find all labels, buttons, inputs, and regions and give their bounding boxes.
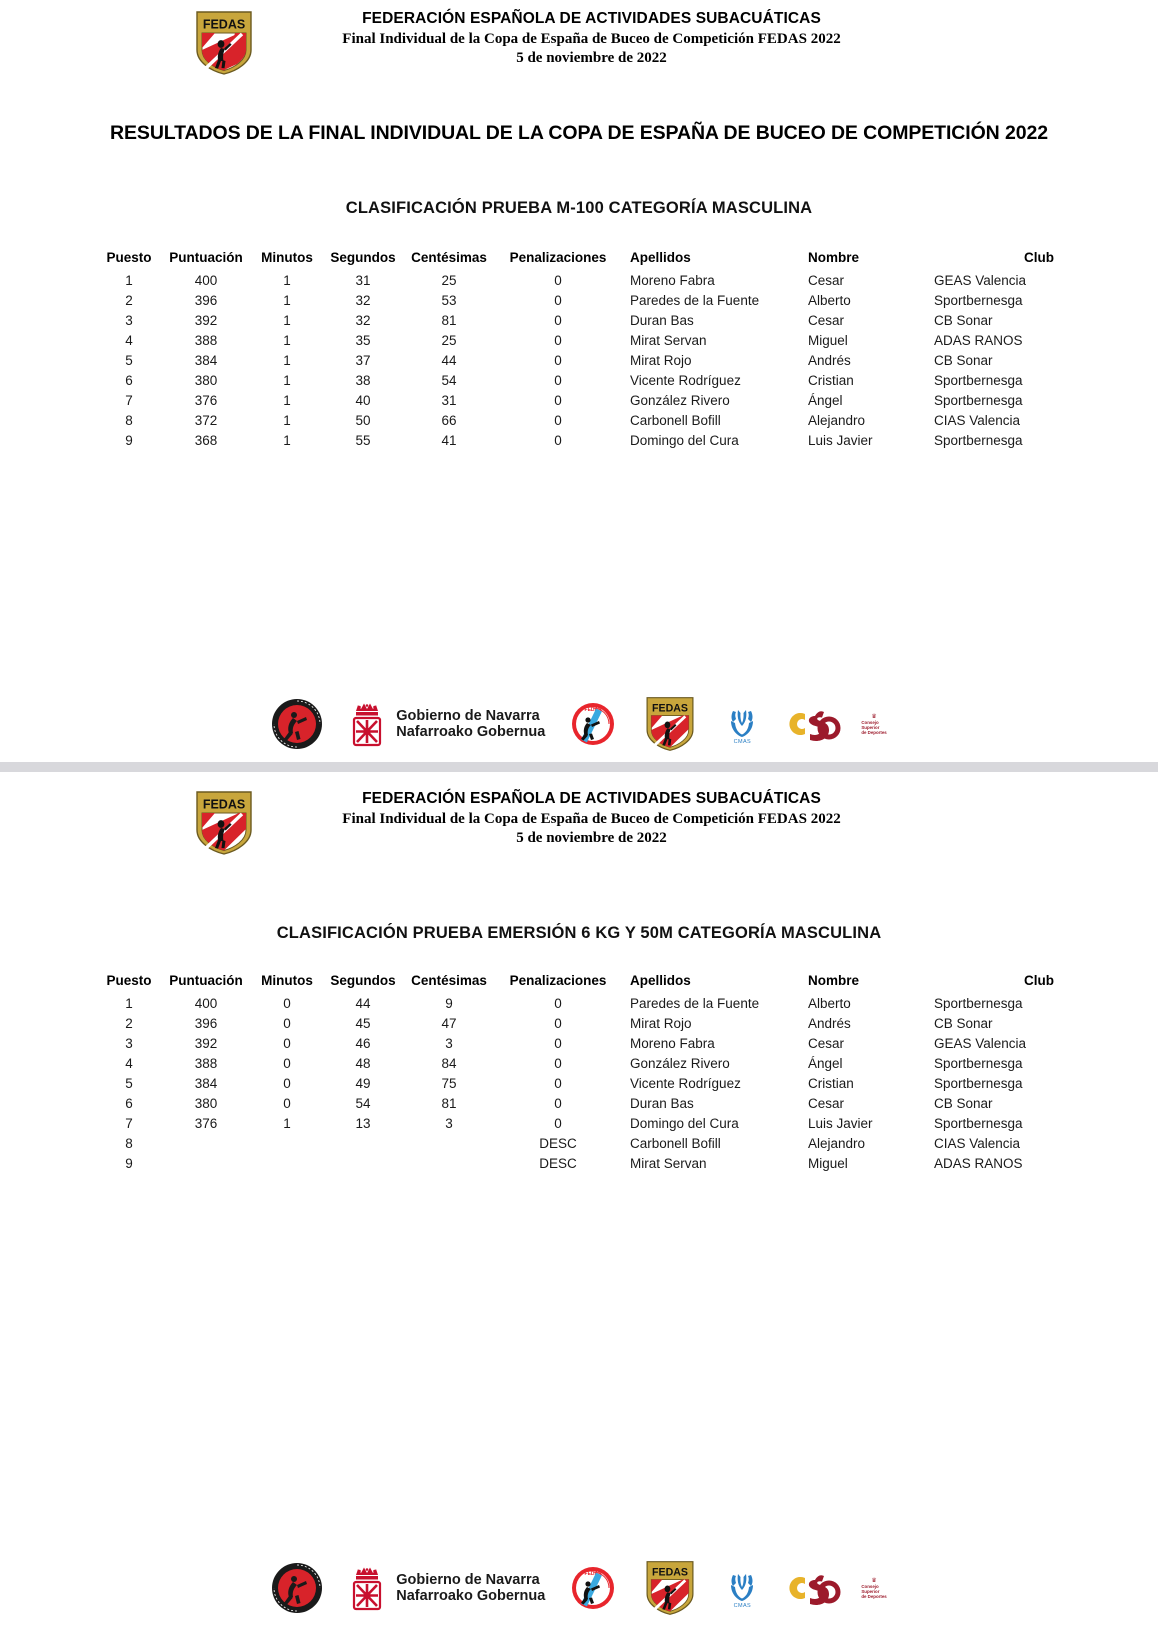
cell-centesimas: 81 [441,1096,457,1111]
cmas-emblem-icon [725,1568,759,1602]
table-row [98,271,1060,291]
cell-penalizaciones: 0 [554,413,562,428]
cell-apellidos: Moreno Fabra [630,273,715,288]
cell-segundos: 54 [355,1096,371,1111]
cell-club: CIAS Valencia [934,1136,1021,1151]
cell-nombre: Cesar [808,1096,845,1111]
cell-puntuacion: 380 [194,1096,218,1111]
navarra-crown-shield-icon [349,1565,389,1611]
svg-text:FEDAS: FEDAS [584,1571,602,1577]
table-row [98,1134,1060,1154]
cell-club: CB Sonar [934,353,993,368]
cell-centesimas: 25 [441,273,457,288]
table-body-emersion [98,994,1060,1174]
cell-apellidos: González Rivero [630,393,730,408]
col-header-puesto: Puesto [106,250,152,265]
cmas-label: CMAS [733,738,752,745]
logo-deporte-escolar [271,698,323,750]
cell-apellidos: Duran Bas [630,1096,694,1111]
csd-line-1: Consejo [861,1583,879,1589]
cell-penalizaciones: 0 [554,293,562,308]
cell-penalizaciones: 0 [554,333,562,348]
col-header-penalizaciones: Penalizaciones [509,250,607,265]
cell-segundos: 40 [355,393,371,408]
cell-centesimas: 25 [441,333,457,348]
cell-puesto: 7 [125,1116,133,1131]
cell-minutos: 0 [283,1096,291,1111]
cell-nombre: Andrés [808,353,851,368]
section-title-m100: CLASIFICACIÓN PRUEBA M-100 CATEGORÍA MASCULINA [345,199,813,217]
cell-segundos [322,1154,404,1174]
logo-gobierno-navarra [349,701,545,747]
cell-minutos: 1 [283,293,291,308]
page-separator [0,762,1158,772]
navarra-line-1: Gobierno de Navarra [396,1572,540,1588]
cell-puntuacion [160,1134,252,1154]
page-1 [0,0,1158,762]
cell-puesto: 6 [125,1096,133,1111]
cell-nombre: Luis Javier [808,1116,873,1131]
cmas-emblem-icon [725,704,759,738]
cell-nombre: Alberto [808,293,851,308]
cell-segundos [322,1134,404,1154]
col-header-minutos: Minutos [261,250,313,265]
cell-segundos: 44 [355,996,371,1011]
col-header-centesimas: Centésimas [411,973,487,988]
cell-puntuacion: 392 [194,313,218,328]
cell-nombre: Cesar [808,313,845,328]
cell-puntuacion: 376 [194,393,218,408]
logo-fedas-shield-footer [641,1560,699,1616]
cell-segundos: 37 [355,353,371,368]
cell-apellidos: Mirat Servan [630,333,707,348]
cell-minutos: 0 [283,1056,291,1071]
cell-segundos: 13 [355,1116,371,1131]
cell-penalizaciones: 0 [554,1036,562,1051]
svg-text:FEDAS: FEDAS [652,1566,689,1579]
table-row [98,1154,1060,1174]
page-2 [0,772,1158,1634]
cmas-label: CMAS [733,1602,752,1609]
cell-puntuacion [160,1154,252,1174]
federation-name: FEDERACIÓN ESPAÑOLA DE ACTIVIDADES SUBACUÁTICAS [362,790,821,807]
logo-fedas-circle [571,1565,615,1611]
cell-club: CB Sonar [934,1096,993,1111]
cell-centesimas: 3 [445,1116,453,1131]
csd-text-block [861,1577,886,1600]
table-row [98,371,1060,391]
table-row [98,411,1060,431]
cell-nombre: Alberto [808,996,851,1011]
col-header-club: Club [1024,250,1054,265]
cell-penalizaciones: 0 [554,1116,562,1131]
table-row [98,1074,1060,1094]
cell-minutos: 1 [283,1116,291,1131]
cell-apellidos: González Rivero [630,1056,730,1071]
cell-puesto: 7 [125,393,133,408]
logo-gobierno-navarra [349,1565,545,1611]
cell-apellidos: Mirat Rojo [630,353,692,368]
deporte-escolar-seal-icon [271,698,323,750]
cell-puesto: 1 [125,996,133,1011]
cell-puntuacion: 384 [194,353,218,368]
cell-penalizaciones: 0 [554,1076,562,1091]
cell-club: Sportbernesga [934,373,1023,388]
navarra-crown-shield-icon [349,701,389,747]
cell-puntuacion: 372 [194,413,218,428]
cell-puesto: 3 [125,313,133,328]
table-row [98,1034,1060,1054]
csd-line-2: Superior [861,1588,880,1594]
cell-centesimas: 3 [445,1036,453,1051]
logo-consejo-superior-deportes [785,1568,886,1608]
table-row [98,1114,1060,1134]
cell-apellidos: Domingo del Cura [630,433,739,448]
cell-centesimas: 54 [441,373,457,388]
cell-puntuacion: 380 [194,373,218,388]
cell-puesto: 3 [125,1036,133,1051]
col-header-puesto: Puesto [106,973,152,988]
col-header-segundos: Segundos [330,250,396,265]
cell-minutos: 1 [283,353,291,368]
cell-club: CB Sonar [934,1016,993,1031]
cell-centesimas: 47 [441,1016,457,1031]
results-table-emersion [98,973,1060,1174]
header-text-block [285,10,1158,67]
cell-centesimas: 53 [441,293,457,308]
cell-apellidos: Carbonell Bofill [630,1136,721,1151]
cell-nombre: Alejandro [808,413,866,428]
table-header [98,250,1060,271]
header-text-block [285,790,1158,847]
section-title-emersion: CLASIFICACIÓN PRUEBA EMERSIÓN 6 KG Y 50M CATEGORÍA MASCULINA [276,924,882,942]
col-header-nombre: Nombre [808,973,860,988]
document-header [0,772,1158,856]
cell-apellidos: Domingo del Cura [630,1116,739,1131]
navarra-line-1: Gobierno de Navarra [396,708,540,724]
table-row [98,291,1060,311]
table-row [98,431,1060,451]
table-row [98,994,1060,1014]
cell-penalizaciones: 0 [554,393,562,408]
cell-club: CB Sonar [934,313,993,328]
cell-minutos: 1 [283,393,291,408]
cell-segundos: 49 [355,1076,371,1091]
cell-penalizaciones: 0 [554,273,562,288]
cell-club: ADAS RANOS [934,1156,1023,1171]
cell-club: Sportbernesga [934,433,1023,448]
table-row [98,1054,1060,1074]
cell-club: CIAS Valencia [934,413,1021,428]
cell-puntuacion: 400 [194,996,218,1011]
header-logo-slot [0,790,285,856]
cell-segundos: 32 [355,293,371,308]
cell-penalizaciones: 0 [554,313,562,328]
cell-nombre: Cristian [808,1076,854,1091]
federation-name: FEDERACIÓN ESPAÑOLA DE ACTIVIDADES SUBACUÁTICAS [362,10,821,27]
cell-centesimas: 41 [441,433,457,448]
cell-centesimas: 75 [441,1076,457,1091]
csd-line-2: Superior [861,724,880,730]
cell-puntuacion: 396 [194,1016,218,1031]
cell-minutos: 0 [283,996,291,1011]
cell-centesimas [404,1134,494,1154]
cell-apellidos: Carbonell Bofill [630,413,721,428]
table-row [98,1094,1060,1114]
col-header-puntuacion: Puntuación [169,973,243,988]
cell-centesimas: 84 [441,1056,457,1071]
cell-apellidos: Mirat Servan [630,1156,707,1171]
cell-apellidos: Mirat Rojo [630,1016,692,1031]
cell-puesto: 5 [125,1076,133,1091]
svg-text:FEDAS: FEDAS [652,702,689,715]
cell-nombre: Ángel [808,393,843,408]
csd-crown-icon: ♛ [871,713,877,720]
cell-club: GEAS Valencia [934,1036,1027,1051]
cell-penalizaciones: 0 [554,996,562,1011]
cell-puesto: 1 [125,273,133,288]
svg-text:FEDAS: FEDAS [202,17,246,32]
cell-segundos: 45 [355,1016,371,1031]
cell-puntuacion: 384 [194,1076,218,1091]
cell-segundos: 38 [355,373,371,388]
csd-line-3: de Deportes [861,1594,887,1600]
cell-segundos: 31 [355,273,371,288]
cell-segundos: 35 [355,333,371,348]
col-header-minutos: Minutos [261,973,313,988]
logo-deporte-escolar [271,1562,323,1614]
cell-minutos: 1 [283,273,291,288]
cell-nombre: Cristian [808,373,854,388]
cell-penalizaciones: 0 [554,1016,562,1031]
cell-puntuacion: 396 [194,293,218,308]
cell-nombre: Miguel [808,1156,848,1171]
table-row [98,391,1060,411]
header-logo-slot [0,10,285,76]
logo-fedas-circle [571,701,615,747]
cell-puesto: 2 [125,1016,133,1031]
csd-line-1: Consejo [861,719,879,725]
table-row [98,331,1060,351]
cell-minutos: 1 [283,433,291,448]
cell-puesto: 6 [125,373,133,388]
results-table-m100 [98,250,1060,451]
cell-club: ADAS RANOS [934,333,1023,348]
cell-apellidos: Moreno Fabra [630,1036,715,1051]
cell-segundos: 55 [355,433,371,448]
cell-centesimas: 9 [445,996,453,1011]
col-header-centesimas: Centésimas [411,250,487,265]
col-header-penalizaciones: Penalizaciones [509,973,607,988]
cell-nombre: Alejandro [808,1136,866,1151]
navarra-line-2: Nafarroako Gobernua [396,1588,546,1604]
cell-club: Sportbernesga [934,393,1023,408]
cell-penalizaciones: DESC [539,1156,577,1171]
cell-apellidos: Vicente Rodríguez [630,373,741,388]
cell-club: Sportbernesga [934,1076,1023,1091]
fedas-shield-icon [193,790,255,856]
logo-fedas-shield-footer [641,696,699,752]
table-row [98,311,1060,331]
col-header-segundos: Segundos [330,973,396,988]
fedas-shield-icon [193,10,255,76]
cell-puntuacion: 400 [194,273,218,288]
table-header [98,973,1060,994]
col-header-apellidos: Apellidos [630,250,691,265]
navarra-text-block [396,1572,545,1604]
cell-nombre: Ángel [808,1056,843,1071]
cell-penalizaciones: 0 [554,353,562,368]
cell-puesto: 5 [125,353,133,368]
cell-puesto: 9 [125,433,133,448]
cell-minutos: 1 [283,333,291,348]
footer-logos-row [0,696,1158,752]
cell-club: Sportbernesga [934,1056,1023,1071]
cell-nombre: Luis Javier [808,433,873,448]
logo-consejo-superior-deportes [785,704,886,744]
cell-minutos: 1 [283,413,291,428]
fedas-shield-icon [641,696,699,752]
fedas-shield-logo [193,790,255,856]
col-header-apellidos: Apellidos [630,973,691,988]
svg-text:FEDAS: FEDAS [584,707,602,713]
cell-puesto: 9 [125,1156,133,1171]
fedas-circle-emblem-icon [571,701,615,747]
cell-centesimas [404,1154,494,1174]
cell-penalizaciones: DESC [539,1136,577,1151]
footer-logos-row [0,1560,1158,1616]
cell-centesimas: 44 [441,353,457,368]
cell-minutos: 0 [283,1036,291,1051]
cell-penalizaciones: 0 [554,1096,562,1111]
cell-club: Sportbernesga [934,293,1023,308]
cell-puesto: 8 [125,1136,133,1151]
csd-line-3: de Deportes [861,730,887,736]
event-name: Final Individual de la Copa de España de Buceo de Competición FEDAS 2022 [342,31,841,47]
cell-segundos: 50 [355,413,371,428]
cell-apellidos: Paredes de la Fuente [630,293,760,308]
page-title: RESULTADOS DE LA FINAL INDIVIDUAL DE LA COPA DE ESPAÑA DE BUCEO DE COMPETICIÓN 2022 [110,122,1048,144]
table-header-row [98,973,1060,994]
navarra-line-2: Nafarroako Gobernua [396,724,546,740]
cell-penalizaciones: 0 [554,373,562,388]
cell-minutos [252,1134,322,1154]
cell-minutos: 0 [283,1076,291,1091]
cell-puesto: 2 [125,293,133,308]
event-date: 5 de noviembre de 2022 [516,50,667,66]
csd-text-block [861,713,886,736]
cell-puesto: 4 [125,333,133,348]
deporte-escolar-seal-icon [271,1562,323,1614]
cell-puntuacion: 388 [194,333,218,348]
cell-minutos: 1 [283,313,291,328]
cell-segundos: 48 [355,1056,371,1071]
logo-cmas [725,704,759,745]
csd-crown-icon: ♛ [871,1577,877,1584]
svg-text:FEDAS: FEDAS [202,797,246,812]
event-date: 5 de noviembre de 2022 [516,830,667,846]
cell-nombre: Miguel [808,333,848,348]
cell-nombre: Cesar [808,1036,845,1051]
table-body-m100 [98,271,1060,451]
fedas-shield-logo [193,10,255,76]
col-header-puntuacion: Puntuación [169,250,243,265]
csd-logo-icon [785,704,865,744]
fedas-shield-icon [641,1560,699,1616]
cell-penalizaciones: 0 [554,433,562,448]
document-header [0,0,1158,76]
cell-puesto: 8 [125,413,133,428]
event-name: Final Individual de la Copa de España de Buceo de Competición FEDAS 2022 [342,811,841,827]
cell-penalizaciones: 0 [554,1056,562,1071]
table-row [98,1014,1060,1034]
cell-puesto: 4 [125,1056,133,1071]
col-header-club: Club [1024,973,1054,988]
table-row [98,351,1060,371]
cell-nombre: Cesar [808,273,845,288]
cell-minutos [252,1154,322,1174]
cell-apellidos: Vicente Rodríguez [630,1076,741,1091]
cell-segundos: 46 [355,1036,371,1051]
cell-puntuacion: 392 [194,1036,218,1051]
cell-club: Sportbernesga [934,1116,1023,1131]
cell-apellidos: Paredes de la Fuente [630,996,760,1011]
csd-logo-icon [785,1568,865,1608]
cell-puntuacion: 376 [194,1116,218,1131]
cell-centesimas: 81 [441,313,457,328]
navarra-text-block [396,708,545,740]
cell-nombre: Andrés [808,1016,851,1031]
col-header-nombre: Nombre [808,250,860,265]
fedas-circle-emblem-icon [571,1565,615,1611]
cell-minutos: 1 [283,373,291,388]
cell-puntuacion: 368 [194,433,218,448]
cell-club: GEAS Valencia [934,273,1027,288]
cell-apellidos: Duran Bas [630,313,694,328]
cell-minutos: 0 [283,1016,291,1031]
cell-club: Sportbernesga [934,996,1023,1011]
table-header-row [98,250,1060,271]
logo-cmas [725,1568,759,1609]
cell-segundos: 32 [355,313,371,328]
cell-puntuacion: 388 [194,1056,218,1071]
cell-centesimas: 66 [441,413,457,428]
cell-centesimas: 31 [441,393,457,408]
